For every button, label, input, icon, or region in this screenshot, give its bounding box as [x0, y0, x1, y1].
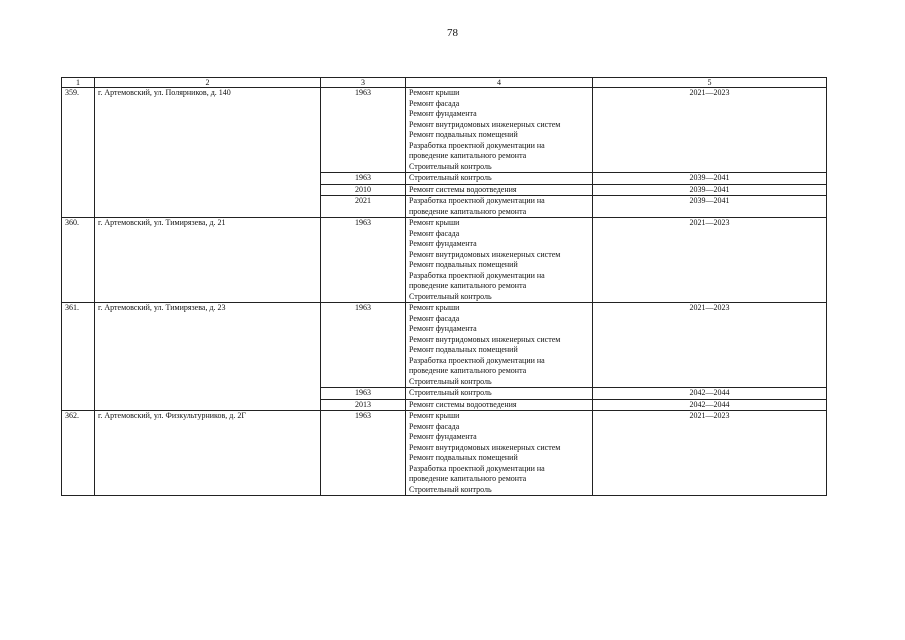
work-item: Строительный контроль — [409, 388, 492, 397]
commission-year: 1963 — [321, 173, 406, 185]
work-item: Разработка проектной документации на — [409, 355, 545, 365]
work-item: Ремонт крыши — [409, 88, 460, 97]
commission-year: 2013 — [321, 399, 406, 411]
header-col-5: 5 — [593, 78, 827, 88]
work-item: Разработка проектной документации на — [409, 196, 545, 205]
works-list — [406, 196, 593, 218]
work-item: проведение капитального ремонта — [409, 281, 527, 290]
repair-period: 2021—2023 — [593, 218, 827, 303]
work-item: Ремонт крыши — [409, 218, 460, 227]
work-item: Ремонт фундамента — [409, 324, 477, 333]
row-number: 359. — [62, 88, 95, 218]
work-item: Ремонт фундамента — [409, 109, 477, 118]
work-item: Ремонт внутридомовых инженерных систем — [409, 442, 561, 452]
work-item: проведение капитального ремонта — [409, 366, 527, 375]
work-item: Строительный контроль — [409, 484, 492, 494]
table-row — [62, 88, 827, 173]
work-item: проведение капитального ремонта — [409, 474, 527, 483]
works-list — [406, 173, 593, 185]
work-item: Ремонт подвальных помещений — [409, 345, 518, 354]
commission-year: 1963 — [321, 411, 406, 496]
repair-period: 2039—2041 — [593, 196, 827, 218]
repair-period: 2021—2023 — [593, 88, 827, 173]
header-col-2: 2 — [95, 78, 321, 88]
commission-year: 1963 — [321, 388, 406, 400]
work-item: Разработка проектной документации на — [409, 463, 545, 473]
commission-year: 2010 — [321, 184, 406, 196]
row-number: 361. — [62, 303, 95, 411]
repair-period: 2042—2044 — [593, 399, 827, 411]
work-item: Ремонт внутридомовых инженерных систем — [409, 334, 561, 344]
work-item: проведение капитального ремонта — [409, 151, 527, 160]
work-item: Строительный контроль — [409, 161, 492, 171]
work-item: Ремонт фасада — [409, 313, 460, 323]
page-number: 78 — [447, 27, 458, 39]
work-item: Ремонт фундамента — [409, 239, 477, 248]
works-list — [406, 303, 593, 388]
work-item: Ремонт крыши — [409, 411, 460, 420]
work-item: Строительный контроль — [409, 173, 492, 182]
table-row — [62, 303, 827, 388]
repair-period: 2021—2023 — [593, 411, 827, 496]
commission-year: 1963 — [321, 218, 406, 303]
commission-year: 1963 — [321, 88, 406, 173]
row-number: 362. — [62, 411, 95, 496]
header-col-1: 1 — [62, 78, 95, 88]
work-item: Строительный контроль — [409, 291, 492, 301]
works-list — [406, 184, 593, 196]
work-item: Ремонт системы водоотведения — [409, 184, 517, 194]
work-item: Разработка проектной документации на — [409, 270, 545, 280]
work-item: Ремонт подвальных помещений — [409, 260, 518, 269]
repair-period: 2021—2023 — [593, 303, 827, 388]
building-address: г. Артемовский, ул. Тимирязева, д. 23 — [95, 303, 321, 411]
repair-period: 2042—2044 — [593, 388, 827, 400]
repair-period: 2039—2041 — [593, 184, 827, 196]
works-list — [406, 218, 593, 303]
work-item: Ремонт фасада — [409, 421, 460, 431]
building-address: г. Артемовский, ул. Тимирязева, д. 21 — [95, 218, 321, 303]
work-item: Ремонт подвальных помещений — [409, 130, 518, 139]
row-number: 360. — [62, 218, 95, 303]
commission-year: 2021 — [321, 196, 406, 218]
table-row — [62, 218, 827, 303]
work-item: Ремонт подвальных помещений — [409, 453, 518, 462]
building-address: г. Артемовский, ул. Полярников, д. 140 — [95, 88, 321, 218]
work-item: проведение капитального ремонта — [409, 206, 527, 216]
work-item: Разработка проектной документации на — [409, 140, 545, 150]
repair-period: 2039—2041 — [593, 173, 827, 185]
works-list — [406, 399, 593, 411]
work-item: Ремонт системы водоотведения — [409, 399, 517, 409]
table-row — [62, 411, 827, 496]
commission-year: 1963 — [321, 303, 406, 388]
header-col-4: 4 — [406, 78, 593, 88]
work-item: Ремонт фасада — [409, 98, 460, 108]
work-item: Ремонт крыши — [409, 303, 460, 312]
work-item: Ремонт фундамента — [409, 432, 477, 441]
repair-schedule-table — [61, 77, 827, 496]
header-row — [62, 78, 827, 88]
works-list — [406, 88, 593, 173]
table-body — [62, 88, 827, 496]
work-item: Ремонт внутридомовых инженерных систем — [409, 249, 561, 259]
building-address: г. Артемовский, ул. Физкультурников, д. 2Г — [95, 411, 321, 496]
header-col-3: 3 — [321, 78, 406, 88]
work-item: Строительный контроль — [409, 376, 492, 386]
works-list — [406, 411, 593, 496]
work-item: Ремонт фасада — [409, 228, 460, 238]
work-item: Ремонт внутридомовых инженерных систем — [409, 119, 561, 129]
works-list — [406, 388, 593, 400]
